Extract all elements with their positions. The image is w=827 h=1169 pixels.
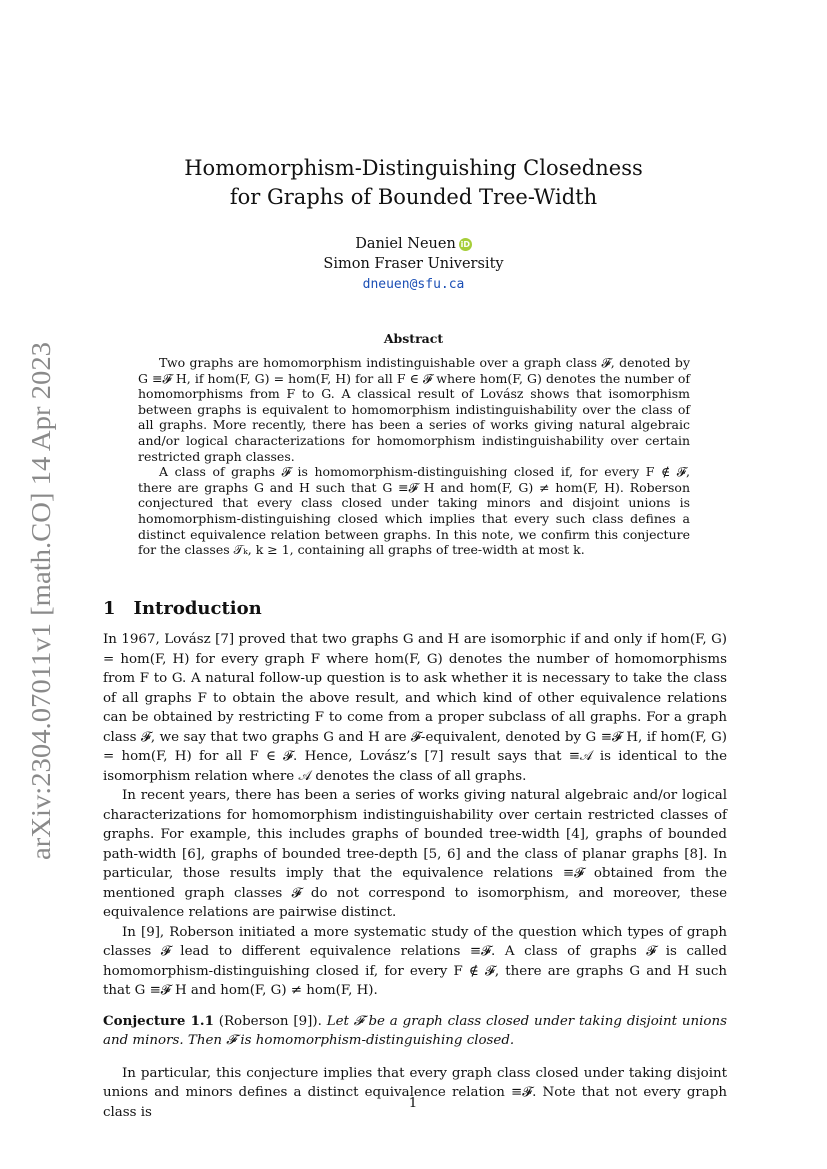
title-line-1: Homomorphism-Distinguishing Closedness [184, 156, 643, 180]
conjecture-block [103, 1012, 727, 1051]
intro-paragraph-1: In 1967, Lovász [7] proved that two graphs G and H are isomorphic if and only if hom(F, G) = hom(F, H) for every graph F where hom(F, G) denotes the number of homomorphisms from F to G. A natural follow-up question is to ask whether it is necessary to take the class of all graphs F to obtain the above result, and which kind of other equivalence relations can be obtained by restricting F to come from a proper subclass of all graphs. For a graph class 𝓕, we say that two graphs G and H are 𝓕-equivalent, denoted by G ≡𝓕 H, if hom(F, G) = hom(F, H) for all F ∈ 𝓕. Hence, Lovász’s [7] result says that ≡𝒜 is identical to the isomorphism relation where 𝒜 denotes the class of all graphs. [103, 632, 727, 784]
title-line-2: for Graphs of Bounded Tree-Width [229, 185, 598, 209]
conjecture-attribution: (Roberson [9]). [218, 1013, 322, 1029]
author-block [200, 234, 627, 295]
abstract-heading: Abstract [383, 331, 444, 346]
arxiv-stamp [12, 340, 62, 860]
abstract [138, 355, 690, 558]
author-name: Daniel Neuen [355, 236, 456, 252]
paper-title [120, 154, 707, 212]
conjecture-text: Let 𝓕 be a graph class closed under taking disjoint unions and minors. Then 𝓕 is homomorphism-distinguishing closed. [103, 1013, 727, 1048]
author-email-link[interactable]: dneuen@sfu.ca [362, 277, 465, 292]
body-text [103, 630, 727, 1122]
intro-paragraph-3: In [9], Roberson initiated a more systematic study of the question which types of graph classes 𝓕 lead to different equivalence relations ≡𝓕. A class of graphs 𝓕 is called homomorphism-distinguishing closed if, for every F ∉ 𝓕, there are graphs G and H such that G ≡𝓕 H and hom(F, G) ≠ hom(F, H). [103, 924, 727, 998]
intro-paragraph-4: In particular, this conjecture implies that every graph class closed under taking disjoint unions and minors defines a distinct equivalence relation ≡𝓕. Note that not every graph class is [103, 1065, 727, 1120]
intro-paragraph-2: In recent years, there has been a series of works giving natural algebraic and/or logical characterizations for homomorphism indistinguishability over certain restricted classes of graphs. For example, this includes graphs of bounded tree-width [4], graphs of bounded path-width [6], graphs of bounded tree-depth [5, 6] and the class of planar graphs [8]. In particular, those results imply that the equivalence relations ≡𝓕 obtained from the mentioned graph classes 𝓕 do not correspond to isomorphism, and moreover, these equivalence relations are pairwise distinct. [103, 788, 727, 920]
abstract-paragraph-2: A class of graphs 𝓕 is homomorphism-distinguishing closed if, for every F ∉ 𝓕, there are graphs G and H such that G ≡𝓕 H and hom(F, G) ≠ hom(F, H). Roberson conjectured that every class closed under taking minors and disjoint unions is homomorphism-distinguishing closed which implies that every such class defines a distinct equivalence relation between graphs. In this note, we confirm this conjecture for the classes 𝒯ₖ, k ≥ 1, containing all graphs of tree-width at most k. [138, 464, 690, 558]
orcid-icon[interactable]: iD [460, 240, 470, 249]
abstract-paragraph-1: Two graphs are homomorphism indistinguishable over a graph class 𝓕, denoted by G ≡𝓕 H, if hom(F, G) = hom(F, H) for all F ∈ 𝓕 where hom(F, G) denotes the number of homomorphisms from F to G. A classical result of Lovász shows that isomorphism between graphs is equivalent to homomorphism indistinguishability over the class of all graphs. More recently, there has been a series of works giving natural algebraic and/or logical characterizations for homomorphism indistinguishability over certain restricted graph classes. [138, 355, 690, 464]
arxiv-stamp-text: arXiv:2304.07011v1 [math.CO] 14 Apr 2023 [26, 372, 56, 860]
affiliation: Simon Fraser University [323, 256, 504, 272]
section-number: 1 [103, 598, 116, 619]
page-number: 1 [408, 1096, 418, 1111]
section-title: Introduction [133, 598, 262, 619]
conjecture-label: Conjecture 1.1 [103, 1012, 214, 1029]
section-heading [103, 598, 262, 619]
